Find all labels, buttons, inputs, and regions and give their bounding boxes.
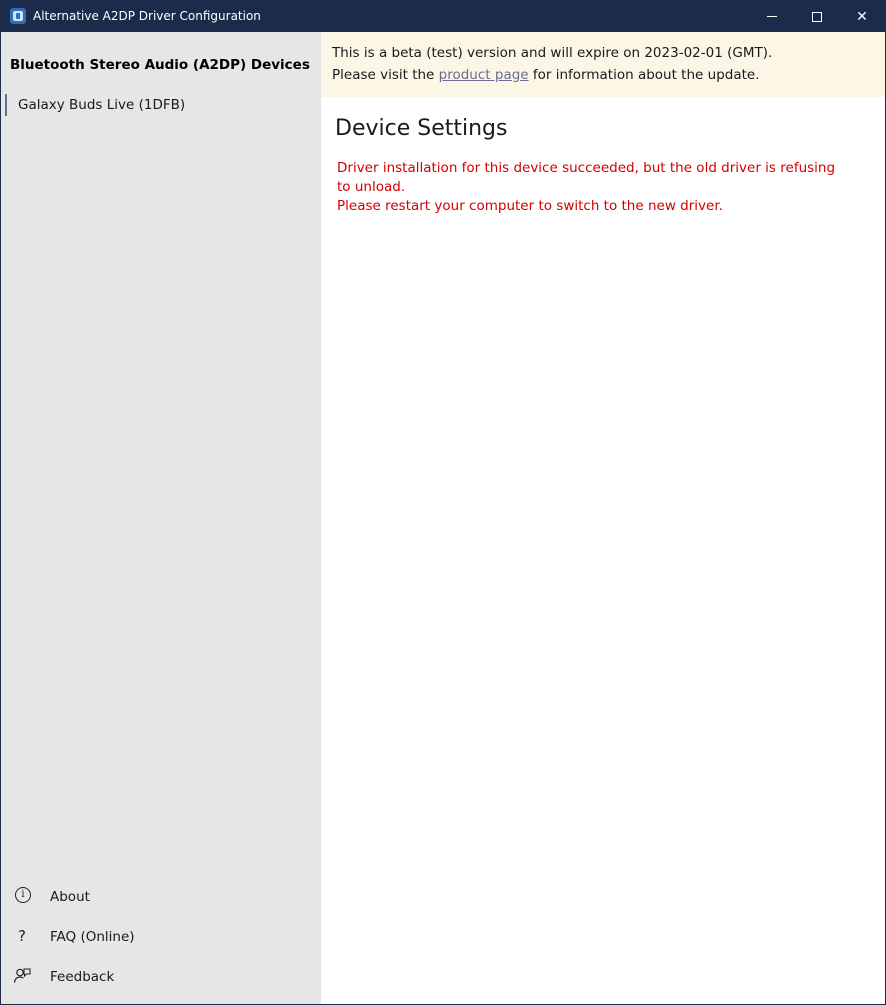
nav-feedback-label: Feedback (50, 969, 115, 985)
beta-banner (321, 32, 885, 97)
update-info-prefix: Please visit the (332, 67, 439, 83)
question-icon: ? (18, 927, 26, 945)
beta-expiry-text: This is a beta (test) version and will expire on 2023-02-01 (GMT). (332, 45, 773, 61)
maximize-icon (812, 12, 822, 22)
title-bar[interactable] (1, 1, 885, 32)
maximize-button[interactable] (794, 1, 840, 32)
device-list-item[interactable] (5, 92, 315, 118)
nav-about[interactable] (7, 883, 307, 913)
nav-faq-label: FAQ (Online) (50, 929, 135, 945)
update-info-suffix: for information about the update. (528, 67, 760, 83)
close-icon: ✕ (856, 8, 868, 25)
nav-faq[interactable] (7, 923, 307, 953)
sidebar-header: Bluetooth Stereo Audio (A2DP) Devices (10, 57, 310, 73)
minimize-icon (767, 16, 777, 17)
product-page-link[interactable]: product page (438, 67, 529, 83)
sidebar (1, 32, 321, 1004)
error-line-2: Please restart your computer to switch to the new driver. (337, 198, 723, 214)
feedback-icon (13, 967, 31, 985)
main-content (321, 32, 885, 1004)
error-line-1: Driver installation for this device succeeded, but the old driver is refusing to unload. (337, 160, 836, 195)
nav-about-label: About (50, 889, 90, 905)
update-info-text (332, 67, 760, 83)
selection-indicator (5, 94, 7, 116)
info-icon: i (15, 887, 31, 903)
device-label: Galaxy Buds Live (1DFB) (18, 97, 186, 113)
close-button[interactable] (839, 1, 885, 32)
nav-feedback[interactable] (7, 963, 307, 993)
error-message (337, 159, 837, 216)
page-title: Device Settings (335, 116, 508, 141)
app-icon (10, 8, 26, 24)
minimize-button[interactable] (749, 1, 795, 32)
window-title: Alternative A2DP Driver Configuration (33, 9, 261, 23)
